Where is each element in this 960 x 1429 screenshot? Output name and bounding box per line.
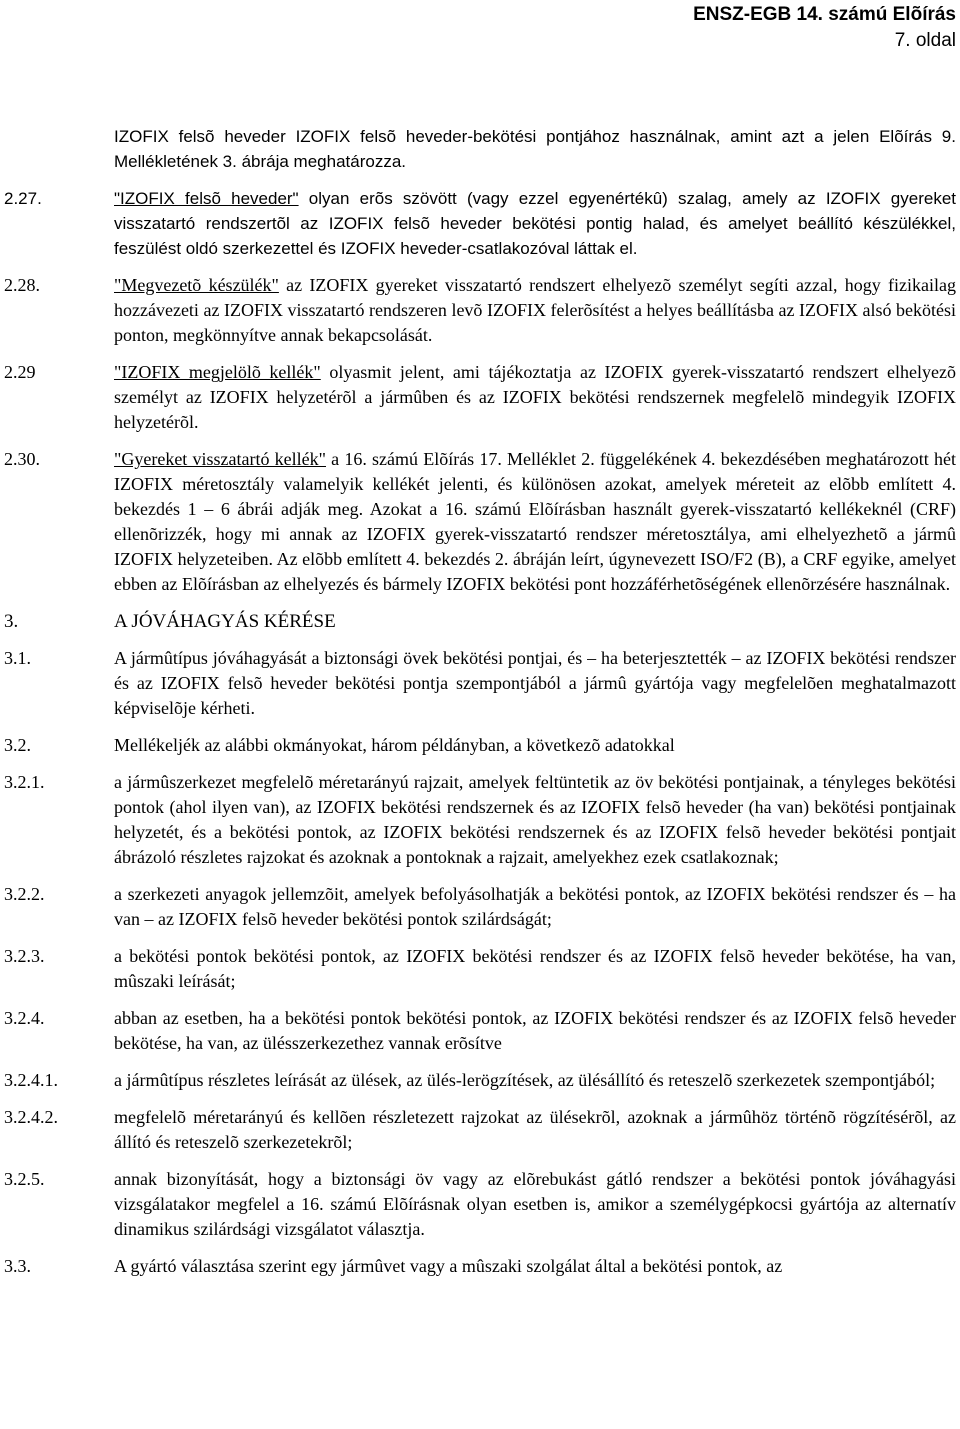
paragraph-text: a szerkezeti anyagok jellemzõit, amelyek befolyásolhatják a bekötési pontok, az IZOFIX bekötési rendszer és – ha van – az IZOFIX felsõ heveder bekötési pontok szilárdságát; [114,884,956,929]
document-title: ENSZ-EGB 14. számú Elõírás [693,4,956,25]
document-body [0,124,960,1291]
paragraph-text: annak bizonyítását, hogy a biztonsági öv vagy az elõrebukást gátló rendszer a bekötési pontok jóváhagyási vizsgálatakor megfelel a 16. számú Elõírásnak olyan esetben is, amikor a személygépkocsi gyártója az alternatív dinamikus szilárdsági vizsgálatot választja. [114,1169,956,1239]
section-number: 3.2.1. [4,772,45,792]
definition-text: olyan erõs szövött (vagy ezzel egyenértékû) szalag, amely az IZOFIX gyereket visszatartó rendszertõl az IZOFIX felsõ heveder bekötési pontig halad, és amelyet beállító készülékkel, feszülést oldó szerkezettel és IZOFIX heveder-csatlakozóval láttak el. [114,189,956,258]
section-number: 3.2.4.2. [4,1107,58,1127]
section-number: 3.2.2. [4,884,45,904]
page-header [693,2,956,54]
paragraph-text: abban az esetben, ha a bekötési pontok bekötési pontok, az IZOFIX bekötési rendszer és az IZOFIX felsõ heveder bekötése, ha van, az ülésszerkezethez vannak erõsítve [114,1008,956,1053]
paragraph-3-1 [0,646,960,721]
paragraph-text: a jármûszerkezet megfelelõ méretarányú rajzait, amelyek feltüntetik az öv bekötési pontjainak, a tényleges bekötési pontok (ahol ilyen van), az IZOFIX bekötési rendszernek és az IZOFIX felsõ heveder (ha van) bekötési pontjainak helyzetét, és a bekötési pontok, az IZOFIX bekötési rendszernek és az IZOFIX felsõ heveder bekötési pontjait ábrázoló részletes rajzokat és azoknak a pontoknak a rajzait, amelyekhez ezek csatlakoznak; [114,772,956,867]
paragraph-text: Mellékeljék az alábbi okmányokat, három példányban, a következõ adatokkal [114,735,675,755]
definition-2-30 [0,447,960,597]
paragraph-3-2-5 [0,1167,960,1242]
definition-text: az IZOFIX gyereket visszatartó rendszert elhelyezõ személyt segíti azzal, hogy fizikailag hozzávezeti az IZOFIX visszatartó rendszeren levõ IZOFIX felerõsítést a helyes beállításba az IZOFIX alsó bekötési ponton, megkönnyítve annak bekapcsolását. [114,275,956,345]
page-number: 7. oldal [894,30,956,51]
defined-term: "IZOFIX megjelölõ kellék" [114,362,321,382]
paragraph-text: A gyártó választása szerint egy jármûvet vagy a mûszaki szolgálat által a bekötési pontok, az [114,1256,783,1276]
defined-term: "IZOFIX felsõ heveder" [114,189,299,208]
section-number: 3. [4,611,19,632]
paragraph-text: a jármûtípus részletes leírását az ülések, az ülés-lerögzítések, az ülésállító és reteszelõ szerkezetek szempontjából; [114,1070,936,1090]
section-number: 3.2. [4,735,31,755]
defined-term: "Gyereket visszatartó kellék" [114,449,326,469]
section-number: 3.2.5. [4,1169,45,1189]
paragraph-text: A jármûtípus jóváhagyását a biztonsági övek bekötési pontjai, és – ha beterjesztették – az IZOFIX bekötési rendszer és az IZOFIX felsõ heveder bekötési pontja szempontjából a jármû gyártója vagy megfelelõen meghatalmazott képviselõje kérheti. [114,648,956,718]
paragraph-3-2-4-1 [0,1068,960,1093]
definition-text: olyasmit jelent, ami tájékoztatja az IZOFIX gyerek-visszatartó rendszert elhelyezõ személyt az IZOFIX helyzetérõl a jármûben és az IZOFIX bekötési rendszernek megfelelõ mindegyik IZOFIX helyzetérõl. [114,362,956,432]
definition-2-27 [0,186,960,261]
section-heading-3 [0,609,960,634]
paragraph-3-2-1 [0,770,960,870]
paragraph-text: IZOFIX felsõ heveder IZOFIX felsõ heveder-bekötési pontjához használnak, amint azt a jelen Elõírás 9. Mellékletének 3. ábrája meghatározza. [114,127,956,171]
paragraph-3-3 [0,1254,960,1279]
section-number: 3.3. [4,1256,31,1276]
defined-term: "Megvezetõ készülék" [114,275,279,295]
section-number: 2.29 [4,362,36,382]
section-number: 3.1. [4,648,31,668]
section-number: 2.27. [4,189,42,208]
paragraph-continuation [0,124,960,174]
paragraph-3-2 [0,733,960,758]
section-number: 2.28. [4,275,40,295]
section-number: 2.30. [4,449,40,469]
section-number: 3.2.3. [4,946,45,966]
paragraph-text: a bekötési pontok bekötési pontok, az IZOFIX bekötési rendszer és az IZOFIX felsõ heveder bekötése, ha van, mûszaki leírását; [114,946,956,991]
paragraph-3-2-4-2 [0,1105,960,1155]
paragraph-3-2-2 [0,882,960,932]
definition-2-28 [0,273,960,348]
paragraph-3-2-4 [0,1006,960,1056]
section-title: A JÓVÁHAGYÁS KÉRÉSE [114,611,336,632]
definition-text: a 16. számú Elõírás 17. Melléklet 2. függelékének 4. bekezdésében meghatározott hét IZOFIX méretosztály valamelyik kellékét jelenti, és különösen azokat, amelyek méreteit az elõbb említett 4. bekezdés 1 – 6 ábrái adják meg. Azokat a 16. számú Elõírásban használt gyerek-visszatartó kellékeknél (CRF) ellenõrizzék, hogy mi annak az IZOFIX gyerek-visszatartó rendszer méretosztálya, ami elhelyezhetõ a jármû IZOFIX helyzeteiben. Az elõbb említett 4. bekezdés 2. ábráján leírt, úgynevezett ISO/F2 (B), a CRF egyike, amelyet ebben az Elõírásban az elhelyezés és bármely IZOFIX bekötési pont hozzáférhetõségének ellenõrzésére használnak. [114,449,956,594]
definition-2-29 [0,360,960,435]
paragraph-text: megfelelõ méretarányú és kellõen részletezett rajzokat az ülésekrõl, azoknak a jármûhöz történõ rögzítésérõl, az állító és reteszelõ szerkezetekrõl; [114,1107,956,1152]
section-number: 3.2.4. [4,1008,45,1028]
paragraph-3-2-3 [0,944,960,994]
section-number: 3.2.4.1. [4,1070,58,1090]
